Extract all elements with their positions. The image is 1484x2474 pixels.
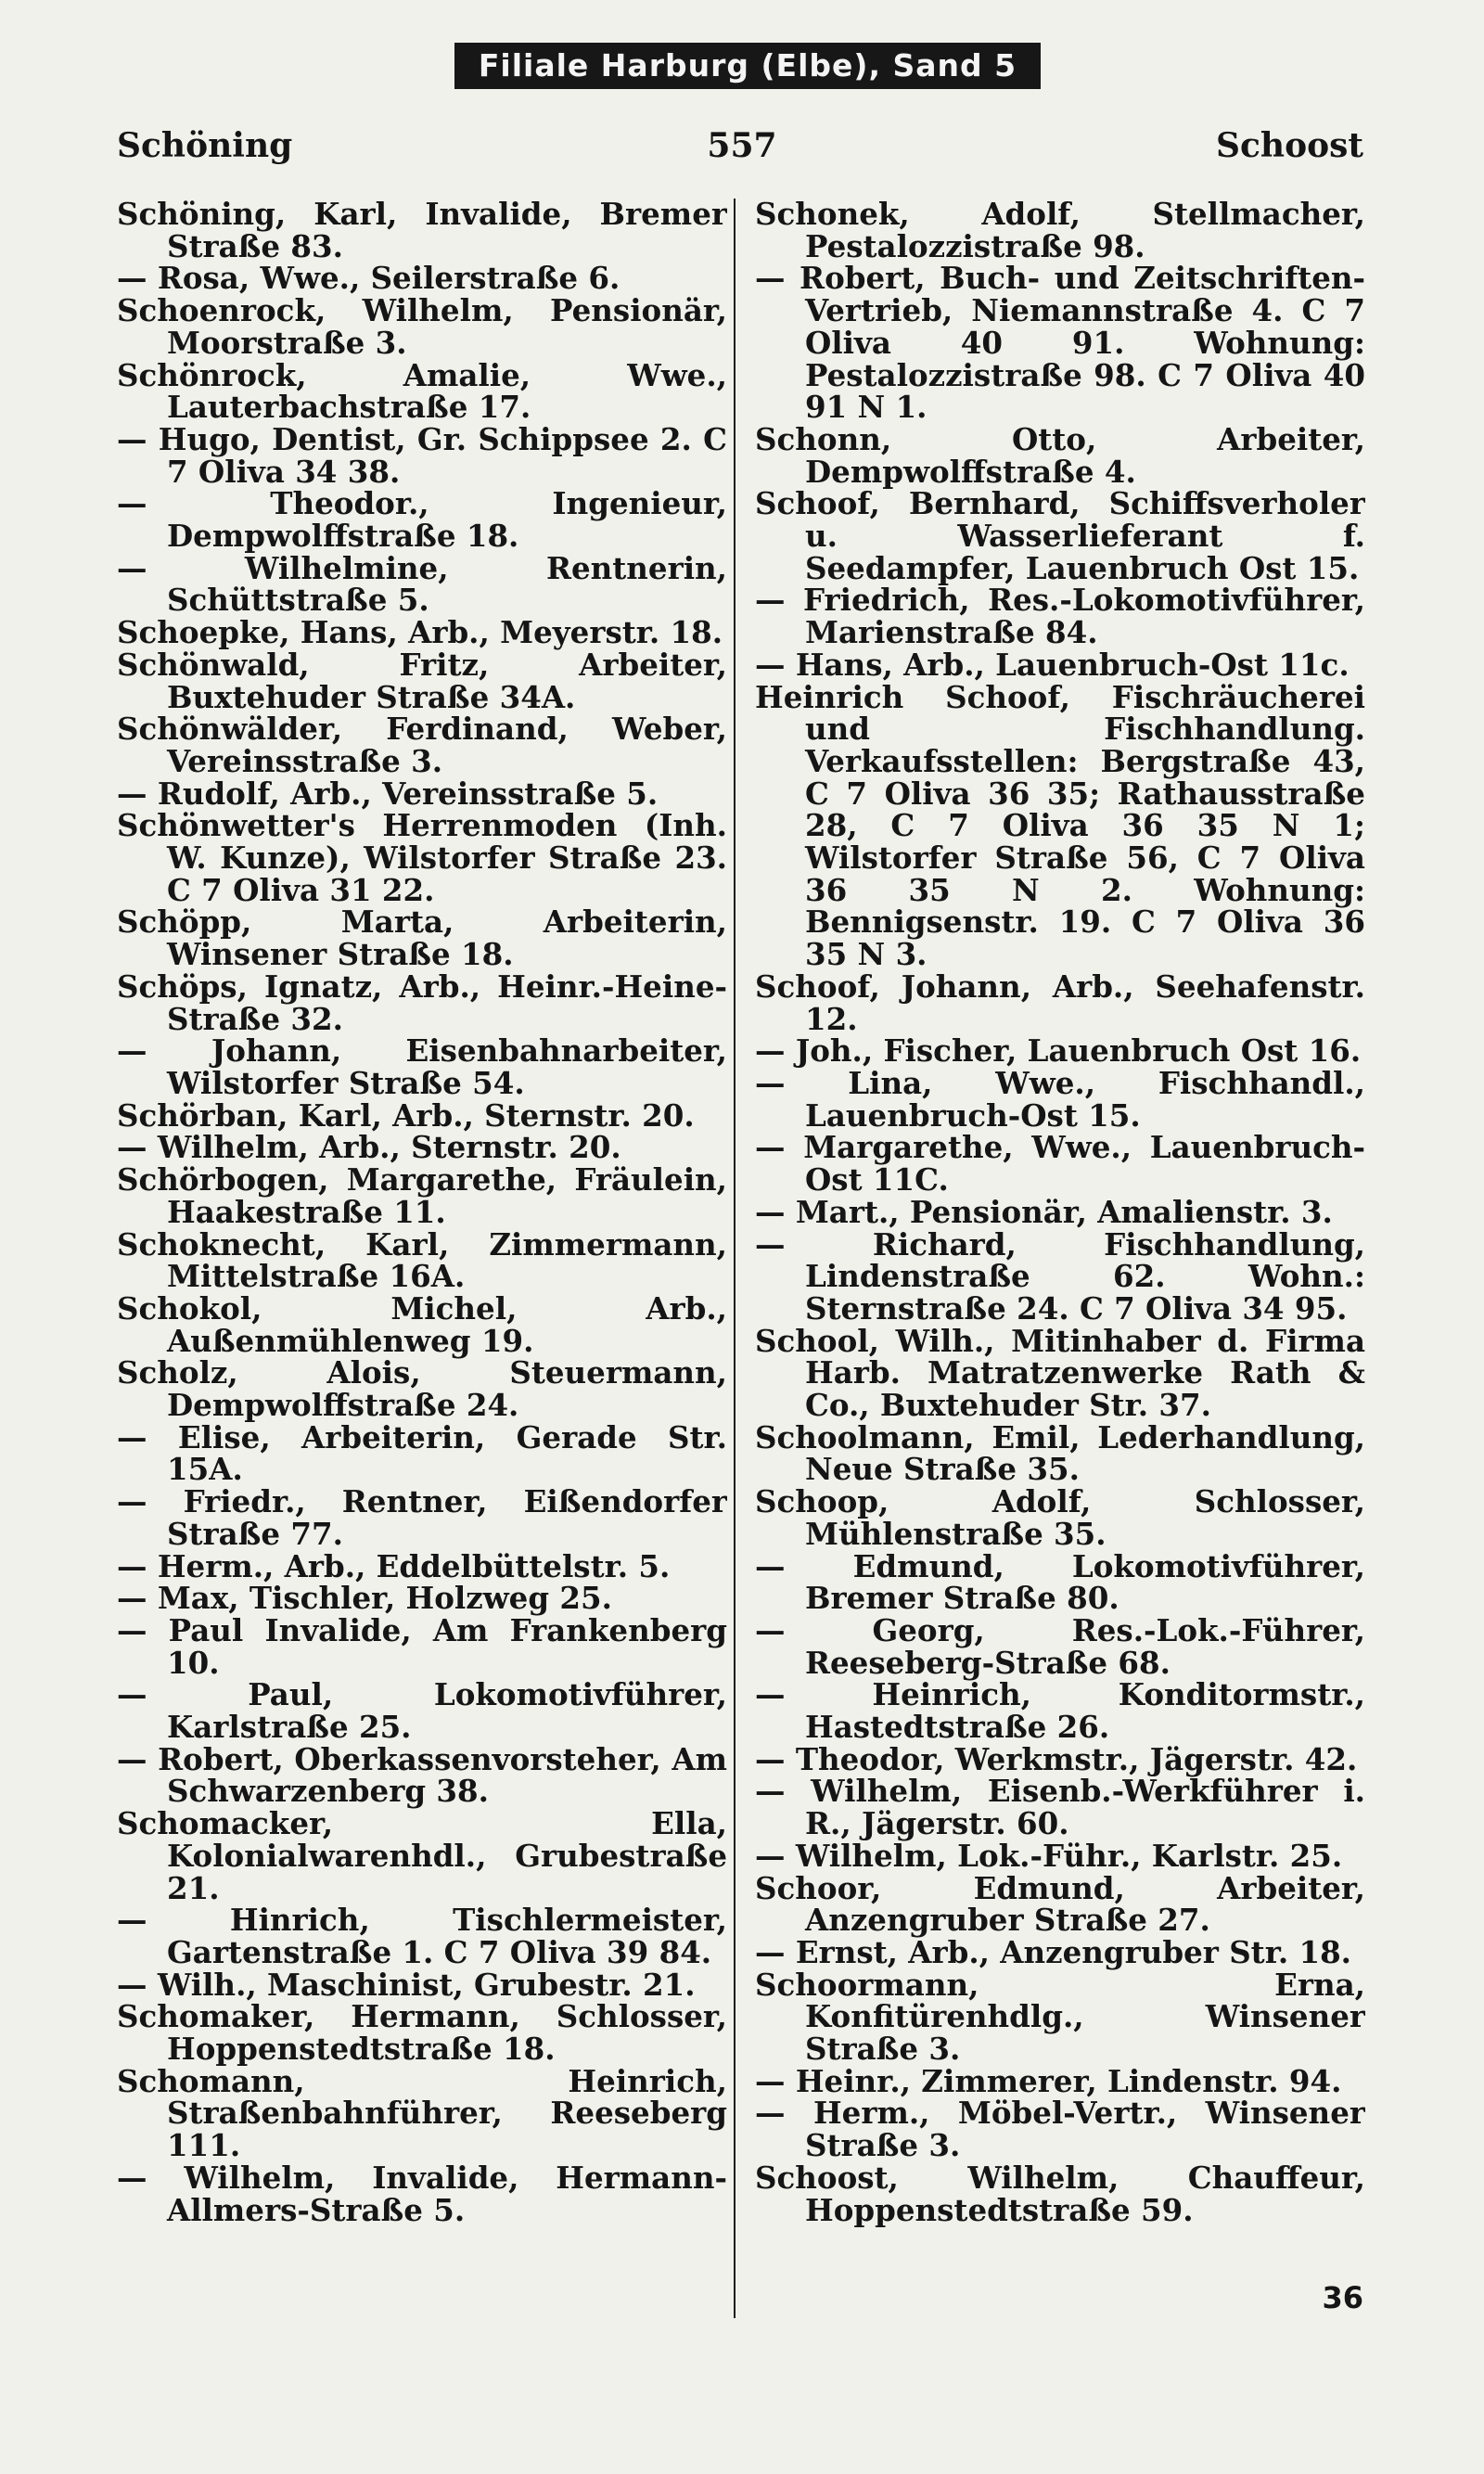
directory-entry: Schonek, Adolf, Stellmacher, Pestalozzistraße 98. — [755, 199, 1365, 264]
directory-entry: Schokol, Michel, Arb., Außenmühlenweg 19. — [117, 1289, 727, 1359]
directory-entry: Schoepke, Hans, Arb., Meyerstr. 18. — [117, 614, 723, 651]
directory-entry: — Georg, Res.-Lok.-Führer, Reeseberg-Straße 68. — [755, 1611, 1365, 1681]
directory-entry: Schomaker, Hermann, Schlosser, Hoppenstedtstraße 18. — [117, 1998, 727, 2068]
directory-entry: — Herm., Arb., Eddelbüttelstr. 5. — [117, 1547, 671, 1584]
directory-entry: — Wilhelm, Eisenb.-Werkführer i. R., Jägerstr. 60. — [755, 1773, 1365, 1842]
directory-entry: Schomann, Heinrich, Straßenbahnführer, Reeseberg 111. — [117, 2062, 727, 2164]
directory-entry: — Friedrich, Res.-Lokomotivführer, Marienstraße 84. — [755, 582, 1365, 651]
directory-entry: — Herm., Möbel-Vertr., Winsener Straße 3. — [755, 2095, 1365, 2164]
directory-entry: — Lina, Wwe., Fischhandl., Lauenbruch-Ost 15. — [755, 1064, 1365, 1134]
directory-entry: — Johann, Eisenbahnarbeiter, Wilstorfer Straße 54. — [117, 1032, 727, 1101]
directory-entry: School, Wilh., Mitinhaber d. Firma Harb. Matratzenwerke Rath & Co., Buxtehuder Str. 37. — [755, 1322, 1365, 1424]
directory-entry: Schörban, Karl, Arb., Sternstr. 20. — [117, 1096, 695, 1134]
running-head-last-entry: Schoost — [1215, 126, 1363, 165]
directory-entry: Schöning, Karl, Invalide, Bremer Straße 83. — [117, 199, 727, 264]
directory-entry: Schoormann, Erna, Konfitürenhdlg., Winsener Straße 3. — [755, 1966, 1365, 2068]
left-column — [117, 199, 727, 2318]
directory-entry: — Margarethe, Wwe., Lauenbruch-Ost 11C. — [755, 1129, 1365, 1199]
directory-entry: — Wilhelm, Arb., Sternstr. 20. — [117, 1129, 621, 1166]
directory-entry: — Wilhelm, Invalide, Hermann-Allmers-Straße 5. — [117, 2159, 727, 2228]
directory-entry: — Theodor, Werkmstr., Jägerstr. 42. — [755, 1740, 1358, 1777]
directory-entry: Schönwetter's Herrenmoden (Inh. W. Kunze), Wilstorfer Straße 23. C 7 Oliva 31 22. — [117, 807, 727, 908]
directory-entry: — Hinrich, Tischlermeister, Gartenstraße 1. C 7 Oliva 39 84. — [117, 1902, 727, 1970]
directory-entry: — Rosa, Wwe., Seilerstraße 6. — [117, 260, 620, 297]
directory-entry: — Heinr., Zimmerer, Lindenstr. 94. — [755, 2062, 1342, 2099]
directory-entry: — Theodor., Ingenieur, Dempwolffstraße 18. — [117, 485, 727, 555]
directory-entry: — Mart., Pensionär, Amalienstr. 3. — [755, 1193, 1333, 1230]
directory-entry: — Heinrich, Konditormstr., Hastedtstraße 26. — [755, 1676, 1365, 1746]
directory-entry: — Hans, Arb., Lauenbruch-Ost 11c. — [755, 646, 1350, 683]
directory-entry: Schönwälder, Ferdinand, Weber, Vereinsstraße 3. — [117, 711, 727, 779]
directory-entry: — Rudolf, Arb., Vereinsstraße 5. — [117, 775, 659, 812]
directory-entry: Schörbogen, Margarethe, Fräulein, Haakestraße 11. — [117, 1161, 727, 1230]
directory-entry: — Friedr., Rentner, Eißendorfer Straße 77. — [117, 1483, 727, 1552]
directory-entry: Schönrock, Amalie, Wwe., Lauterbachstraße 17. — [117, 356, 727, 426]
directory-entry: Schoknecht, Karl, Zimmermann, Mittelstraße 16A. — [117, 1225, 727, 1295]
directory-entry: Schöps, Ignatz, Arb., Heinr.-Heine-Straße 32. — [117, 968, 727, 1037]
directory-entry: — Richard, Fischhandlung, Lindenstraße 62. Wohn.: Sternstraße 24. C 7 Oliva 34 95. — [755, 1225, 1365, 1327]
directory-entry: Schoop, Adolf, Schlosser, Mühlenstraße 35. — [755, 1483, 1365, 1552]
directory-entry: — Paul Invalide, Am Frankenberg 10. — [117, 1611, 727, 1681]
directory-entry: Schonn, Otto, Arbeiter, Dempwolffstraße 4. — [755, 420, 1365, 490]
footer-signature-number: 36 — [1322, 2280, 1363, 2315]
directory-entry: Scholz, Alois, Steuermann, Dempwolffstraße 24. — [117, 1354, 727, 1424]
branch-banner: Filiale Harburg (Elbe), Sand 5 — [454, 43, 1041, 89]
directory-entry: Schöpp, Marta, Arbeiterin, Winsener Straße 18. — [117, 904, 727, 973]
directory-entry: Schoof, Bernhard, Schiffsverholer u. Wasserlieferant f. Seedampfer, Lauenbruch Ost 15. — [755, 485, 1365, 586]
directory-entry: Schönwald, Fritz, Arbeiter, Buxtehuder Straße 34A. — [117, 646, 727, 715]
directory-entry: Schomacker, Ella, Kolonialwarenhdl., Grubestraße 21. — [117, 1805, 727, 1906]
directory-entry: Schoor, Edmund, Arbeiter, Anzengruber Straße 27. — [755, 1869, 1365, 1939]
directory-entry: — Ernst, Arb., Anzengruber Str. 18. — [755, 1933, 1352, 1970]
directory-entry: Schoost, Wilhelm, Chauffeur, Hoppenstedtstraße 59. — [755, 2159, 1365, 2228]
directory-entry: — Robert, Oberkassenvorsteher, Am Schwarzenberg 38. — [117, 1740, 727, 1810]
directory-entry: — Wilhelm, Lok.-Führ., Karlstr. 25. — [755, 1837, 1343, 1874]
directory-entry: — Robert, Buch- und Zeitschriften-Vertrieb, Niemannstraße 4. C 7 Oliva 40 91. Wohnung: Pestalozzistraße 98. C 7 Oliva 40 91 N 1. — [755, 260, 1365, 426]
directory-entry: — Max, Tischler, Holzweg 25. — [117, 1580, 612, 1617]
directory-entry: — Paul, Lokomotivführer, Karlstraße 25. — [117, 1676, 727, 1746]
directory-entry: Schoenrock, Wilhelm, Pensionär, Moorstraße 3. — [117, 292, 727, 361]
directory-entry: — Elise, Arbeiterin, Gerade Str. 15A. — [117, 1418, 727, 1488]
right-column — [755, 199, 1365, 2318]
directory-entry: Schoof, Johann, Arb., Seehafenstr. 12. — [755, 968, 1365, 1037]
running-head-first-entry: Schöning — [117, 126, 293, 165]
directory-entry: — Edmund, Lokomotivführer, Bremer Straße 80. — [755, 1547, 1365, 1617]
directory-entry: — Wilhelmine, Rentnerin, Schüttstraße 5. — [117, 549, 727, 619]
column-divider — [734, 199, 736, 2318]
directory-entry: Heinrich Schoof, Fischräucherei und Fischhandlung. Verkaufsstellen: Bergstraße 43, C 7 Oliva 36 35; Rathausstraße 28, C 7 Oliva 36 35 N 1; Wilstorfer Straße 56, C 7 Oliva 36 35 N 2. Wohnung: Bennigsenstr. 19. C 7 Oliva 36 35 N 3. — [755, 678, 1365, 973]
directory-entry: — Wilh., Maschinist, Grubestr. 21. — [117, 1966, 696, 2003]
directory-entry: — Joh., Fischer, Lauenbruch Ost 16. — [755, 1032, 1362, 1070]
directory-entry: — Hugo, Dentist, Gr. Schippsee 2. C 7 Oliva 34 38. — [117, 420, 727, 490]
page-number: 557 — [707, 126, 777, 165]
directory-entry: Schoolmann, Emil, Lederhandlung, Neue Straße 35. — [755, 1418, 1365, 1488]
